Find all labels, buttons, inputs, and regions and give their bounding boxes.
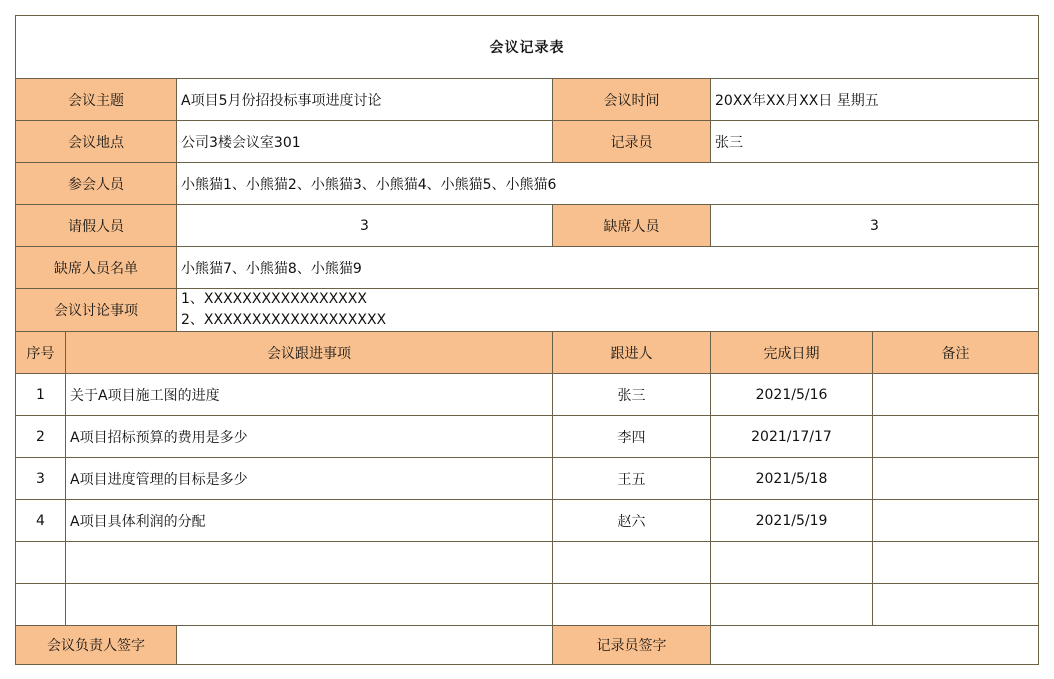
- meeting-record-sheet: [15, 15, 1039, 665]
- leader-signature-label: 会议负责人签字: [16, 626, 177, 665]
- time-value-cell[interactable]: 20XX年XX月XX日 星期五: [711, 79, 1039, 121]
- row-no-cell[interactable]: 4: [16, 500, 66, 542]
- row-no-cell[interactable]: [16, 584, 66, 626]
- col-header-note: 备注: [873, 332, 1039, 374]
- place-value-cell[interactable]: 公司3楼会议室301: [177, 121, 553, 163]
- page-title: 会议记录表: [16, 16, 1039, 79]
- row-date-cell[interactable]: 2021/17/17: [711, 416, 873, 458]
- col-header-date: 完成日期: [711, 332, 873, 374]
- row-no-cell[interactable]: 1: [16, 374, 66, 416]
- table-row: [16, 584, 1039, 626]
- time-label: 会议时间: [553, 79, 711, 121]
- row-item-cell[interactable]: A项目进度管理的目标是多少: [66, 458, 553, 500]
- discussion-cell[interactable]: [177, 289, 1039, 332]
- row-date-cell[interactable]: 2021/5/19: [711, 500, 873, 542]
- row-date-cell[interactable]: 2021/5/18: [711, 458, 873, 500]
- topic-value-cell[interactable]: A项目5月份招投标事项进度讨论: [177, 79, 553, 121]
- table-row: [16, 542, 1039, 584]
- table-row: [16, 416, 1039, 458]
- col-header-item: 会议跟进事项: [66, 332, 553, 374]
- row-note-cell[interactable]: [873, 458, 1039, 500]
- row-item-cell[interactable]: A项目招标预算的费用是多少: [66, 416, 553, 458]
- row-date-cell[interactable]: [711, 584, 873, 626]
- row-owner-cell[interactable]: [553, 542, 711, 584]
- table-row: [16, 458, 1039, 500]
- row-item-cell[interactable]: A项目具体利润的分配: [66, 500, 553, 542]
- row-item-cell[interactable]: 关于A项目施工图的进度: [66, 374, 553, 416]
- attendees-label: 参会人员: [16, 163, 177, 205]
- place-label: 会议地点: [16, 121, 177, 163]
- row-note-cell[interactable]: [873, 416, 1039, 458]
- row-owner-cell[interactable]: 李四: [553, 416, 711, 458]
- row-owner-cell[interactable]: 赵六: [553, 500, 711, 542]
- row-item-cell[interactable]: [66, 584, 553, 626]
- row-item-cell[interactable]: [66, 542, 553, 584]
- absent-list-label: 缺席人员名单: [16, 247, 177, 289]
- recorder-value-cell[interactable]: 张三: [711, 121, 1039, 163]
- row-owner-cell[interactable]: 张三: [553, 374, 711, 416]
- discussion-line: 1、XXXXXXXXXXXXXXXXX: [181, 291, 367, 307]
- row-note-cell[interactable]: [873, 542, 1039, 584]
- table-row: [16, 374, 1039, 416]
- discussion-line: 2、XXXXXXXXXXXXXXXXXXX: [181, 312, 387, 328]
- row-note-cell[interactable]: [873, 584, 1039, 626]
- row-no-cell[interactable]: [16, 542, 66, 584]
- absent-count-cell[interactable]: 3: [711, 205, 1039, 247]
- col-header-owner: 跟进人: [553, 332, 711, 374]
- row-owner-cell[interactable]: [553, 584, 711, 626]
- leader-signature-cell[interactable]: [177, 626, 553, 665]
- absent-list-cell[interactable]: 小熊猫7、小熊猫8、小熊猫9: [177, 247, 1039, 289]
- attendees-value-cell[interactable]: 小熊猫1、小熊猫2、小熊猫3、小熊猫4、小熊猫5、小熊猫6: [177, 163, 1039, 205]
- row-date-cell[interactable]: 2021/5/16: [711, 374, 873, 416]
- row-date-cell[interactable]: [711, 542, 873, 584]
- row-note-cell[interactable]: [873, 500, 1039, 542]
- row-no-cell[interactable]: 3: [16, 458, 66, 500]
- absent-label: 缺席人员: [553, 205, 711, 247]
- recorder-signature-label: 记录员签字: [553, 626, 711, 665]
- table-row: [16, 500, 1039, 542]
- row-no-cell[interactable]: 2: [16, 416, 66, 458]
- row-note-cell[interactable]: [873, 374, 1039, 416]
- leave-count-cell[interactable]: 3: [177, 205, 553, 247]
- recorder-label: 记录员: [553, 121, 711, 163]
- discussion-label: 会议讨论事项: [16, 289, 177, 332]
- row-owner-cell[interactable]: 王五: [553, 458, 711, 500]
- leave-label: 请假人员: [16, 205, 177, 247]
- recorder-signature-cell[interactable]: [711, 626, 1039, 665]
- col-header-no: 序号: [16, 332, 66, 374]
- topic-label: 会议主题: [16, 79, 177, 121]
